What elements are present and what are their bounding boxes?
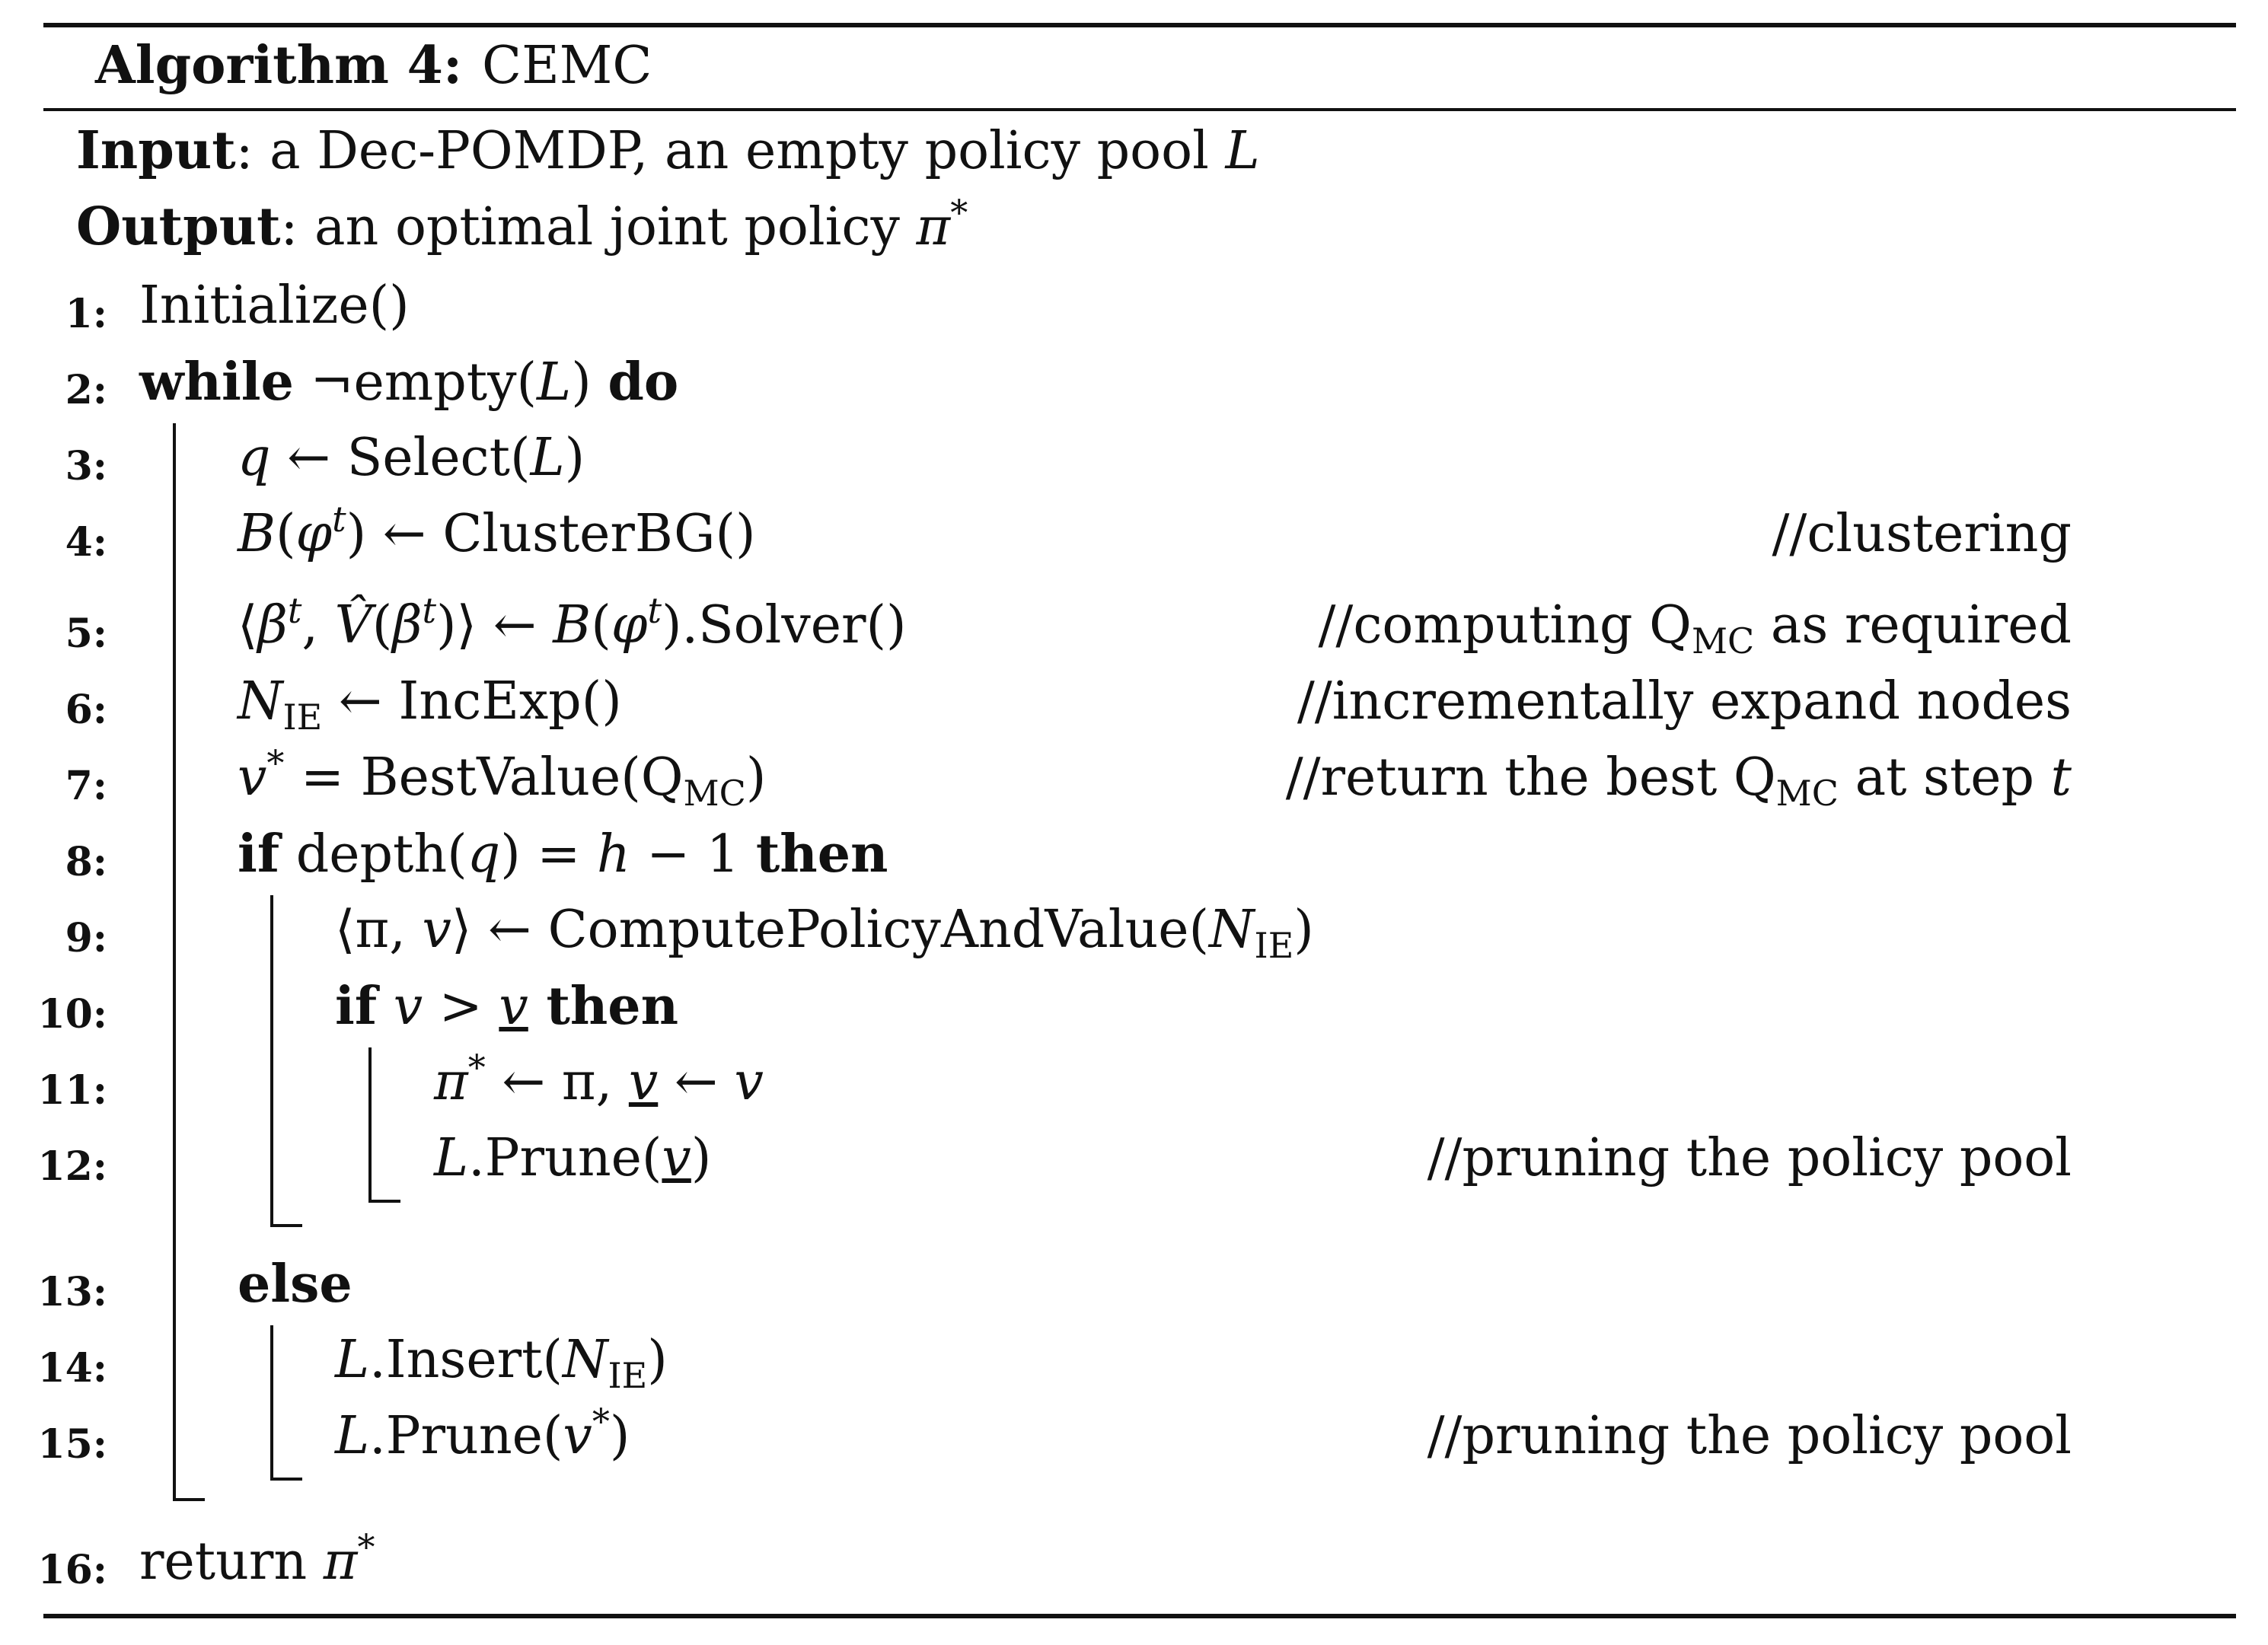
while-block-foot (173, 1498, 205, 1501)
line-number: 9: (65, 915, 107, 961)
line-number: 10: (37, 991, 107, 1038)
line-number: 2: (65, 367, 107, 413)
comment-line-5: //computing $Q_{MC}$ as required (1318, 595, 2072, 662)
algorithm-title (95, 29, 652, 102)
header-rule (43, 108, 2236, 111)
line-number: 6: (65, 687, 107, 733)
top-rule (43, 23, 2236, 27)
line-number: 12: (37, 1143, 107, 1190)
code-line-4: $B(\varphi^t)$ ← ClusterBG() (238, 499, 756, 564)
line-number: 11: (37, 1067, 107, 1114)
code-line-11: π* ← π, v ← v (434, 1047, 764, 1112)
code-line-14: $L.Insert(N_{IE})$ (335, 1330, 668, 1396)
input-line (76, 120, 1260, 181)
input-var: L (1225, 121, 1260, 181)
line-number: 16: (37, 1547, 107, 1593)
code-line-2: while ¬empty(L) do (139, 352, 679, 413)
line-number: 7: (65, 763, 107, 809)
line-number: 4: (65, 519, 107, 566)
code-line-10: if v > v then (335, 976, 679, 1037)
else-block-foot (270, 1478, 302, 1481)
comment-line-4: //clustering (1772, 504, 2072, 564)
line-number: 1: (65, 291, 107, 337)
if-block-bar (270, 895, 273, 1227)
line-number: 15: (37, 1421, 107, 1468)
code-line-1: Initialize() (139, 276, 410, 336)
else-block-bar (270, 1325, 273, 1481)
output-line (76, 192, 968, 257)
code-line-9: ⟨π, v⟩ ← $ComputePolicyAndValue(N_{IE})$ (335, 900, 1314, 966)
line-number: 14: (37, 1345, 107, 1392)
line-number: 3: (65, 443, 107, 489)
code-line-15: L.Prune(v*) (335, 1401, 630, 1466)
algorithm-label: Algorithm 4: (95, 35, 463, 96)
comment-line-7: //return the best $Q_{MC}$ at step t (1285, 748, 2072, 814)
input-text: : a Dec-POMDP, an empty policy pool (235, 121, 1226, 181)
if-block-foot (270, 1224, 302, 1227)
code-line-7: $v^* = BestValue(Q_{MC})$ (238, 742, 767, 814)
algorithm-name: CEMC (482, 35, 652, 96)
comment-line-12: //pruning the policy pool (1427, 1128, 2072, 1188)
inner-if-block-bar (368, 1047, 372, 1203)
comment-line-15: //pruning the policy pool (1427, 1406, 2072, 1466)
inner-if-block-foot (368, 1200, 400, 1203)
output-var: π (916, 197, 951, 257)
code-line-12: L.Prune(v) (434, 1128, 712, 1188)
comment-line-6: //incrementally expand nodes (1297, 671, 2072, 732)
bottom-rule (43, 1614, 2236, 1618)
line-number: 5: (65, 610, 107, 657)
code-line-5: $⟨\beta^t$, $V̂(\beta^t)⟩$ ← $B(\varphi^t).Solver()$ (238, 590, 907, 655)
input-label: Input (76, 120, 236, 181)
code-line-16: return π* (139, 1526, 375, 1592)
code-line-6: $N_{IE}$ ← IncExp() (238, 671, 622, 738)
output-sup: * (950, 192, 968, 233)
code-line-8: if depth(q) = h − 1 then (238, 824, 888, 885)
code-line-3: q ← Select(L) (238, 428, 585, 488)
while-block-bar (173, 423, 176, 1501)
line-number: 8: (65, 839, 107, 885)
output-text: : an optimal joint policy (280, 197, 917, 257)
code-line-13: else (238, 1254, 352, 1315)
output-label: Output (76, 196, 281, 257)
line-number: 13: (37, 1269, 107, 1315)
